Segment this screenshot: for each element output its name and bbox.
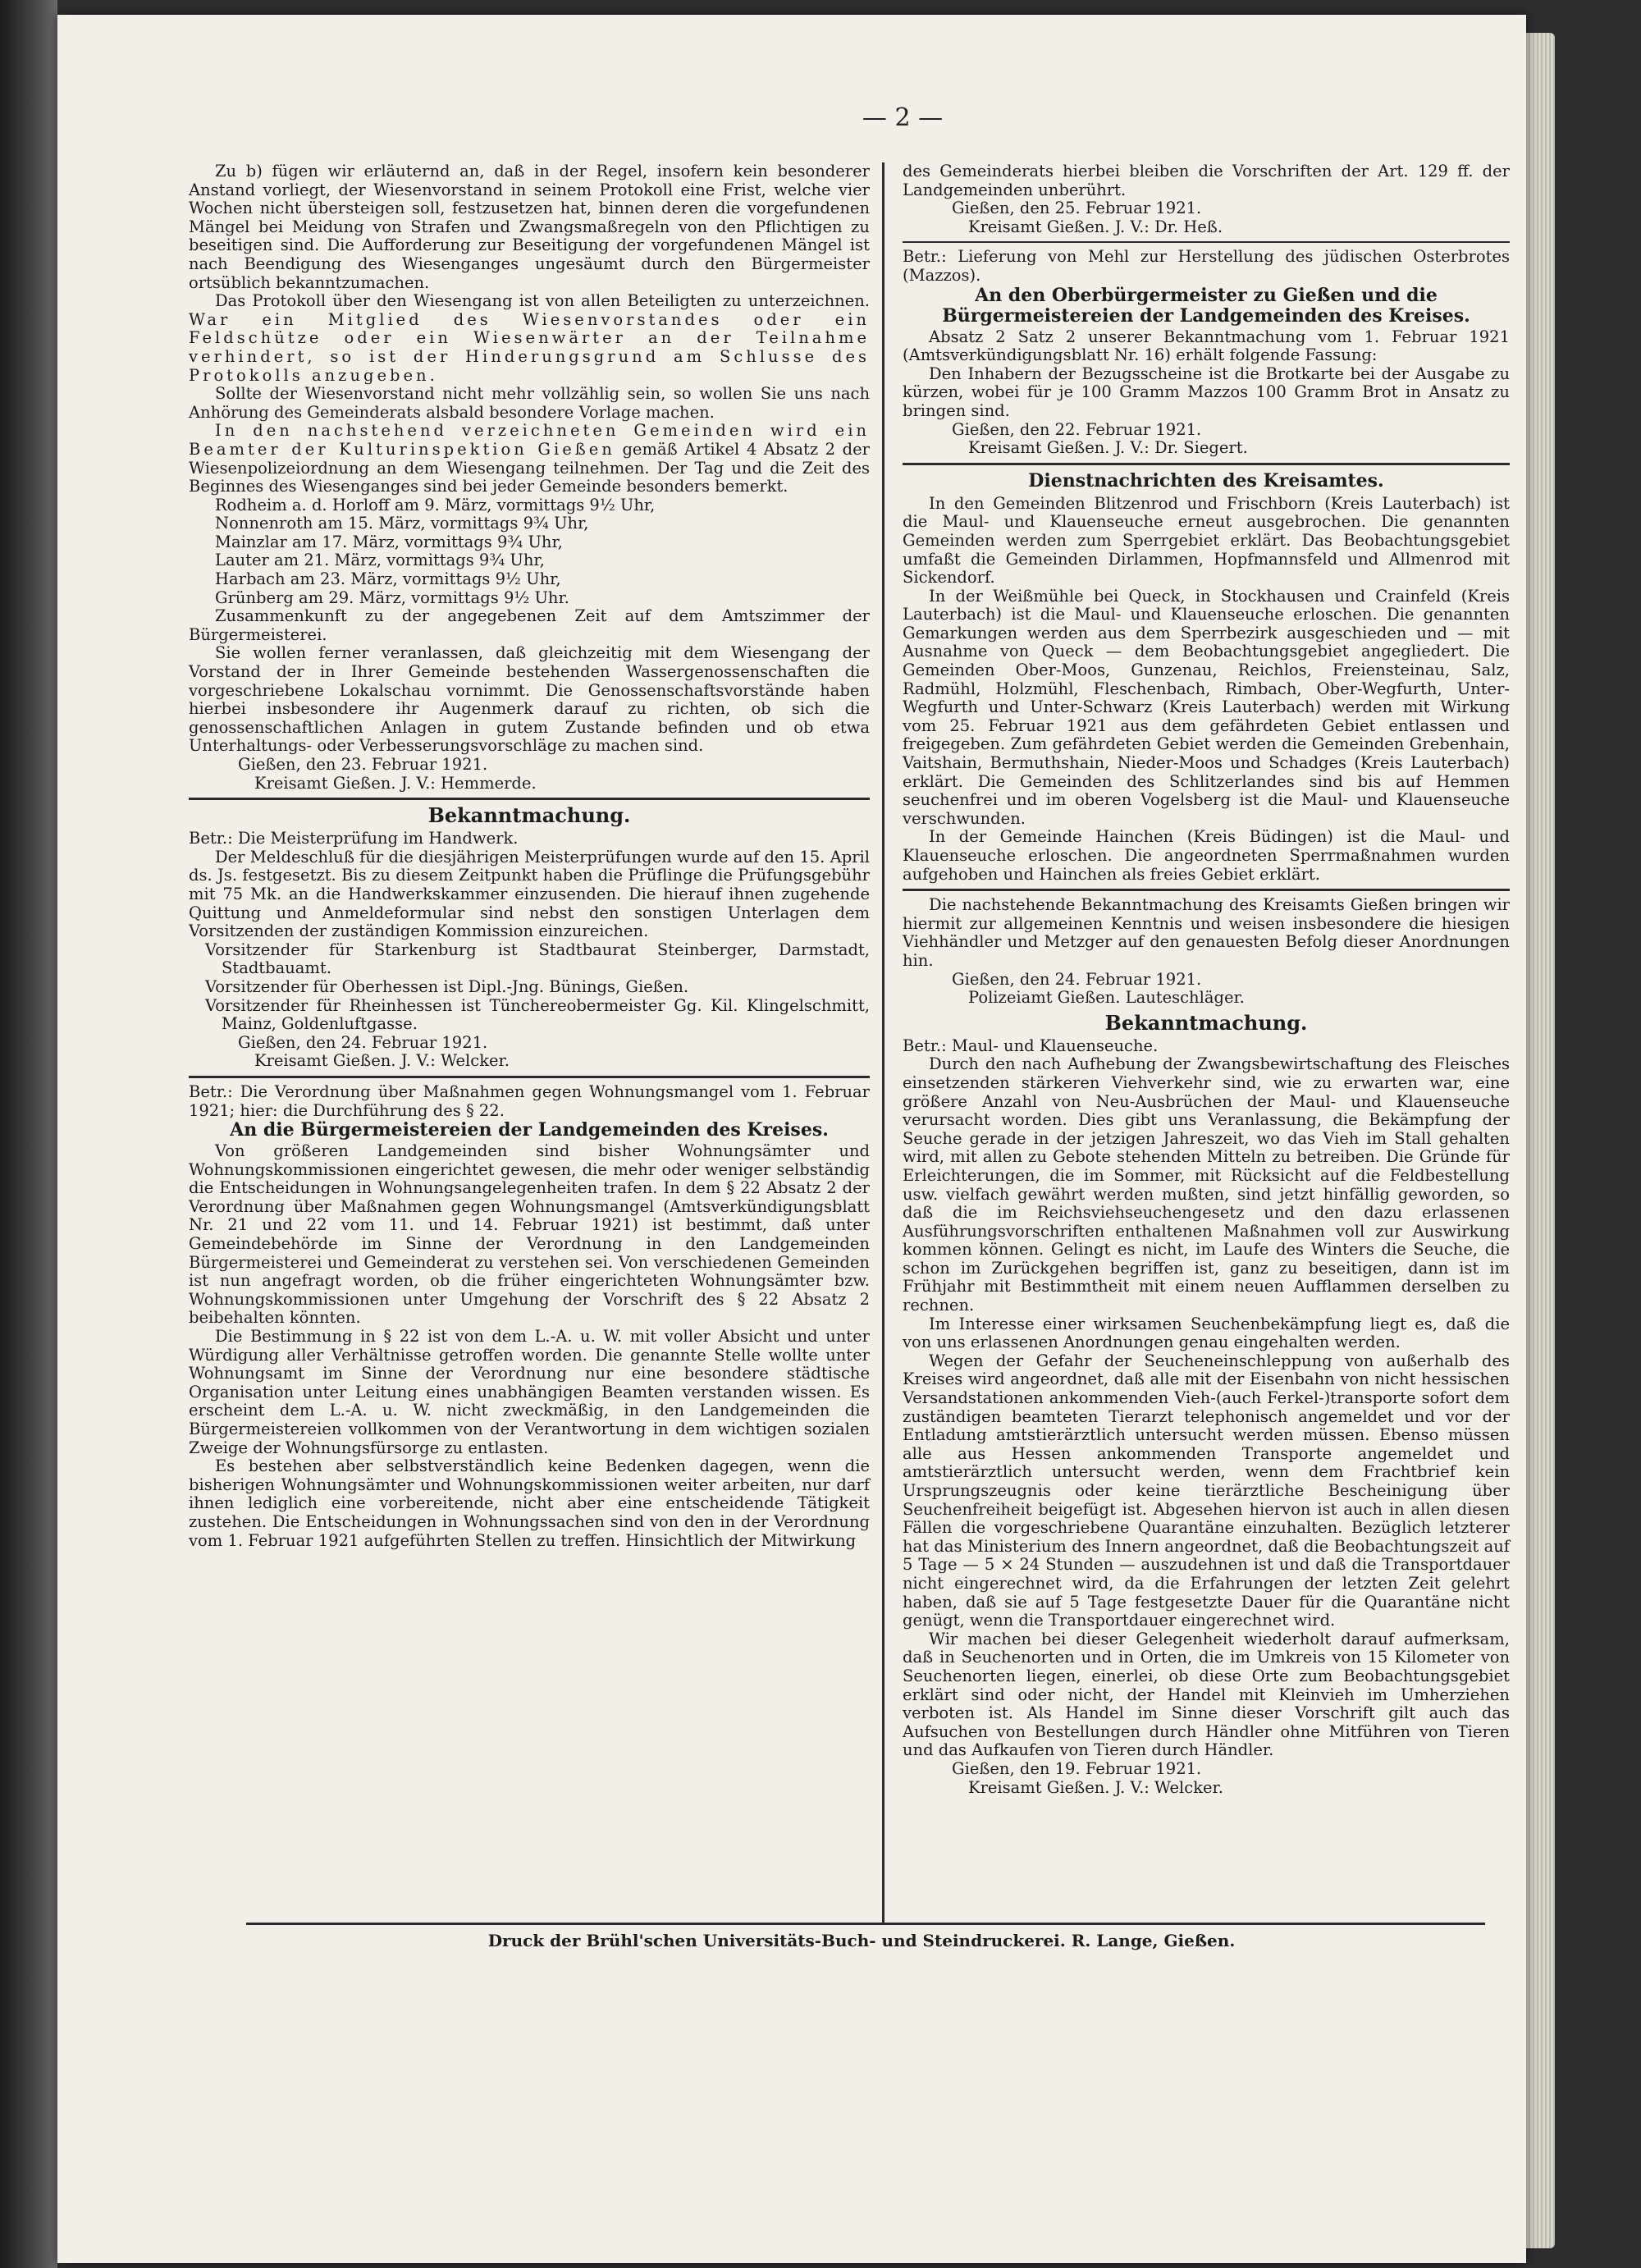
paragraph <box>189 422 870 496</box>
chair-entry: Vorsitzender für Starkenburg ist Stadtbaurat Steinberger, Darmstadt, Stadtbauamt. <box>205 940 870 978</box>
section-rule <box>903 463 1510 465</box>
paragraph: des Gemeinderats hierbei bleiben die Vorschriften der Art. 129 ff. der Landgemeinden unberührt. <box>903 162 1510 199</box>
section-heading: Dienstnachrichten des Kreisamtes. <box>1028 469 1384 492</box>
section-rule <box>189 798 870 800</box>
signature-date: Gießen, den 19. Februar 1921. <box>952 1758 1202 1778</box>
column-divider <box>882 162 884 1923</box>
paragraph: Die nachstehende Bekanntmachung des Kreisamts Gießen bringen wir hiermit zur allgemeinen Kenntnis und weisen insbesondere die hiesigen Viehhändler und Metzger auf den genauesten Befolg dieser Anordnungen hin. <box>903 895 1510 970</box>
date-entry: Nonnenroth am 15. März, vormittags 9¾ Uhr, <box>215 514 589 533</box>
spaced-text: In den nachstehend verzeichneten Gemeinden wird ein Beamter der Kulturinspektion Gießen <box>189 421 870 459</box>
paragraph: Zu b) fügen wir erläuternd an, daß in der Regel, insofern kein besonderer Anstand vorliegt, der Wiesenvorstand in seinem Protokoll eine Frist, welche vier Wochen nicht übersteigen soll, festzusetzen hat, binnen deren die vorgefundenen Mängel bei Meidung von Strafen und Zwangsmaßregeln von den Pflichtigen zu beseitigen sind. Die Aufforderung zur Beseitigung der vorgefundenen Mängel ist nach Beendigung des Wiesenganges ungesäumt durch den Bürgermeister ortsüblich bekanntzumachen. <box>189 162 870 292</box>
subject-line: Betr.: Die Verordnung über Maßnahmen gegen Wohnungsmangel vom 1. Februar 1921; hier: die Durchführung des § 22. <box>189 1081 870 1120</box>
signature-office: Kreisamt Gießen. J. V.: Welcker. <box>254 1051 510 1071</box>
signature-office: Kreisamt Gießen. J. V.: Dr. Heß. <box>968 217 1223 236</box>
date-entry: Harbach am 23. März, vormittags 9½ Uhr, <box>215 569 561 589</box>
signature-office: Polizeiamt Gießen. Lauteschläger. <box>968 988 1245 1008</box>
date-entry: Mainzlar am 17. März, vormittags 9¾ Uhr, <box>215 532 563 551</box>
paragraph: Sie wollen ferner veranlassen, daß gleichzeitig mit dem Wiesengang der Vorstand der in Ihrer Gemeinde bestehenden Wassergenossenschaften die vorgeschriebene Lokalschau vornimmt. Die Genossenschaftsvorstände haben hierbei insbesondere ihr Augenmerk darauf zu richten, ob sich die genossenschaftlichen Anlagen in gutem Zustande befinden und ob etwa Unterhaltungs- oder Verbesserungsvorschläge zu machen sind. <box>189 643 870 756</box>
newspaper-page <box>57 15 1526 2263</box>
paragraph: Der Meldeschluß für die diesjährigen Meisterprüfungen wurde auf den 15. April ds. Js. festgesetzt. Bis zu diesem Zeitpunkt haben die Prüflinge die Prüfungsgebühr mit 75 Mk. an die Handwerkskammer einzusenden. Die hierauf ihnen zugehende Quittung und Anmeldeformular sind nebst den sonstigen Unterlagen dem Vorsitzenden der zuständigen Kommission einzureichen. <box>189 847 870 941</box>
paragraph: Die Bestimmung in § 22 ist von dem L.-A. u. W. mit voller Absicht und unter Würdigung aller Verhältnisse getroffen worden. Die genannte Stelle wollte unter Wohnungsamt im Sinne der Verordnung nur eine besondere städtische Organisation unter Leitung eines unabhängigen Beamten verstanden wissen. Es erscheint dem L.-A. u. W. nicht zweckmäßig, in den Landgemeinden die Bürgermeistereien vollkommen von der Verantwortung in dem wichtigen sozialen Zweige der Wohnungsfürsorge zu entlasten. <box>189 1327 870 1457</box>
signature-office: Kreisamt Gießen. J. V.: Dr. Siegert. <box>968 438 1248 458</box>
section-heading: Bekanntmachung. <box>1104 1010 1308 1035</box>
paragraph: Wegen der Gefahr der Seucheneinschleppung von außerhalb des Kreises wird angeordnet, daß alle mit der Eisenbahn von nicht hessischen Versandstationen ankommenden Vieh-(auch Ferkel-)transporte sofort dem zuständigen beamteten Tierarzt telephonisch angemeldet und vor der Entladung amtstierärztlich untersucht werden müssen. Ebenso müssen alle aus Hessen ankommenden Transporte angemeldet und amtstierärztlich untersucht werden, wenn dem Frachtbrief kein Ursprungszeugnis oder keine tierärztliche Bescheinigung über Seuchenfreiheit beigefügt ist. Abgesehen hiervon ist auch in allen diesen Fällen die vorgeschriebene Quarantäne einzuhalten. Bezüglich letzterer hat das Ministerium des Innern angeordnet, daß die Beobachtungszeit auf 5 Tage — 5 × 24 Stunden — auszudehnen ist und daß die Transportdauer nicht eingerechnet wird, da die Erfahrungen der letzten Zeit gelehrt haben, daß sie auf 5 Tage festgesetzte Dauer für die Quarantäne nicht genügt, wenn die Transportdauer eingerechnet wird. <box>903 1351 1510 1630</box>
spaced-text: War ein Mitglied des Wiesenvorstandes oder ein Feldschütze oder ein Wiesenwärter an der Teilnahme verhindert, so ist der Hinderungsgrund am Schlusse des Protokolls anzugeben. <box>189 309 870 385</box>
book-spine-edge <box>0 0 57 2268</box>
paragraph: Von größeren Landgemeinden sind bisher Wohnungsämter und Wohnungskommissionen eingerichtet gewesen, die mehr oder weniger selbständig die Entscheidungen in Wohnungsangelegenheiten trafen. In dem § 22 Absatz 2 der Verordnung über Maßnahmen gegen Wohnungsmangel (Amtsverkündigungsblatt Nr. 21 und 22 vom 11. und 14. Februar 1921) ist bestimmt, daß unter Gemeindebehörde im Sinne der Verordnung in den Landgemeinden Bürgermeisterei und Gemeinderat zu verstehen sei. Von verschiedenen Gemeinden ist nun angefragt worden, ob die früher eingerichteten Wohnungsämter bzw. Wohnungskommissionen unter Umgehung der Vorschrift des § 22 Absatz 2 beibehalten könnten. <box>189 1141 870 1328</box>
paragraph <box>189 292 870 385</box>
printer-imprint: Druck der Brühl'schen Universitäts-Buch- und Steindruckerei. R. Lange, Gießen. <box>487 1931 1236 1950</box>
paragraph: Sollte der Wiesenvorstand nicht mehr vollzählig sein, so wollen Sie uns nach Anhörung des Gemeinderats alsbald besondere Vorlage machen. <box>189 384 870 422</box>
paragraph-text: gemäß Artikel 4 Absatz 2 der Wiesenpolizeiordnung an dem Wiesengang teilnehmen. Der Tag und die Zeit des Beginnes des Wiesenganges sind bei jeder Gemeinde besonders bemerkt. <box>189 439 870 496</box>
signature-office: Kreisamt Gießen. J. V.: Welcker. <box>968 1777 1223 1797</box>
section-rule <box>189 1076 870 1078</box>
chair-entry: Vorsitzender für Rheinhessen ist Tünchereobermeister Gg. Kil. Klingelschmitt, Mainz, Goldenluftgasse. <box>205 995 870 1034</box>
paragraph: In der Gemeinde Hainchen (Kreis Büdingen) ist die Maul- und Klauenseuche erloschen. Die angeordneten Sperrmaßnahmen wurden aufgehoben und Hainchen als freies Gebiet erklärt. <box>903 827 1510 884</box>
paragraph-text: Das Protokoll über den Wiesengang ist von allen Beteiligten zu unterzeichnen. <box>215 291 870 311</box>
paragraph: Es bestehen aber selbstverständlich keine Bedenken dagegen, wenn die bisherigen Wohnungsämter und Wohnungskommissionen weiter arbeiten, nur darf ihnen lediglich eine vorbereitende, nicht aber eine entscheidende Tätigkeit zustehen. Die Entscheidungen in Wohnungssachen sind von den in der Verordnung vom 1. Februar 1921 aufgeführten Stellen zu treffen. Hinsichtlich der Mitwirkung <box>189 1456 870 1550</box>
section-rule <box>903 889 1510 891</box>
subject-line: Betr.: Die Meisterprüfung im Handwerk. <box>189 829 519 848</box>
paragraph: In den Gemeinden Blitzenrod und Frischborn (Kreis Lauterbach) ist die Maul- und Klauenseuche erneut ausgebrochen. Die genannten Gemeinden werden zum Sperrgebiet erklärt. Das Beobachtungsgebiet umfaßt die Gemeinden Dirlammen, Hopfmannsfeld und Allmenrod mit Sickendorf. <box>903 493 1510 588</box>
signature-date: Gießen, den 22. Februar 1921. <box>952 419 1202 439</box>
paragraph: Wir machen bei dieser Gelegenheit wiederholt darauf aufmerksam, daß in Seuchenorten und in Orten, die im Umkreis von 15 Kilometer von Seuchenorten liegen, einerlei, ob diese Orte zum Beobachtungsgebiet erklärt sind oder nicht, der Handel mit Kleinvieh im Umherziehen verboten ist. Als Handel im Sinne dieser Vorschrift gilt auch das Aufsuchen von Bestellungen durch Händler ohne Mitführen von Tieren und das Aufkaufen von Tieren durch Händler. <box>903 1629 1510 1760</box>
page-number: — 2 — <box>862 103 944 132</box>
paragraph: Im Interesse einer wirksamen Seuchenbekämpfung liegt es, daß die von uns erlassenen Anordnungen genau eingehalten werden. <box>903 1314 1510 1352</box>
signature-office: Kreisamt Gießen. J. V.: Hemmerde. <box>254 773 537 793</box>
paragraph: Den Inhabern der Bezugsscheine ist die Brotkarte bei der Ausgabe zu kürzen, wobei für je 100 Gramm Mazzos 100 Gramm Brot in Ansatz zu bringen sind. <box>903 364 1510 420</box>
footer-rule <box>246 1923 1485 1925</box>
signature-date: Gießen, den 25. Februar 1921. <box>952 199 1202 218</box>
signature-date: Gießen, den 24. Februar 1921. <box>238 1032 488 1052</box>
subject-line: Betr.: Maul- und Klauenseuche. <box>903 1036 1159 1055</box>
right-column <box>903 162 1510 1797</box>
subject-line: Betr.: Lieferung von Mehl zur Herstellung des jüdischen Osterbrotes (Mazzos). <box>903 247 1510 285</box>
date-entry: Lauter am 21. März, vormittags 9¾ Uhr, <box>215 551 545 570</box>
section-rule <box>903 241 1510 243</box>
section-heading: An die Bürgermeistereien der Landgemeinden des Kreises. <box>230 1119 829 1141</box>
date-entry: Rodheim a. d. Horloff am 9. März, vormittags 9½ Uhr, <box>215 495 656 514</box>
signature-date: Gießen, den 23. Februar 1921. <box>238 755 488 774</box>
paragraph: Durch den nach Aufhebung der Zwangsbewirtschaftung des Fleisches einsetzenden stärkeren Viehverkehr sind, wie zu erwarten war, eine größere Anzahl von Neu-Ausbrüchen der Maul- und Klauenseuche verursacht worden. Dies gibt uns Veranlassung, die Bekämpfung der Seuche gerade in der jetzigen Jahreszeit, wo das Vieh im Stall gehalten wird, mit allen zu Gebote stehenden Mitteln zu betreiben. Die Gründe für Erleichterungen, die im Sommer, mit Rücksicht auf die Feldbestellung usw. vielfach gewährt werden mußten, sind jetzt hinfällig geworden, so daß die im Reichsviehseuchengesetz und den dazu erlassenen Ausführungsvorschriften enthaltenen Maßnahmen voll zur Auswirkung kommen können. Gelingt es nicht, im Laufe des Winters die Seuche, die schon im Zurückgehen begriffen ist, ganz zu beseitigen, dann ist im Frühjahr mit Bestimmtheit mit einem neuen Aufflammen derselben zu rechnen. <box>903 1054 1510 1315</box>
signature-date: Gießen, den 24. Februar 1921. <box>952 969 1202 989</box>
paragraph: Zusammenkunft zu der angegebenen Zeit auf dem Amtszimmer der Bürgermeisterei. <box>189 606 870 644</box>
section-heading: An den Oberbürgermeister zu Gießen und die Bürgermeistereien der Landgemeinden des Kreises. <box>942 284 1470 327</box>
chair-entry: Vorsitzender für Oberhessen ist Dipl.-Jng. Bünings, Gießen. <box>205 976 689 996</box>
date-entry: Grünberg am 29. März, vormittags 9½ Uhr. <box>215 588 569 607</box>
paragraph: Absatz 2 Satz 2 unserer Bekanntmachung vom 1. Februar 1921 (Amtsverkündigungsblatt Nr. 16) erhält folgende Fassung: <box>903 327 1510 365</box>
section-heading: Bekanntmachung. <box>427 803 631 828</box>
paragraph: In der Weißmühle bei Queck, in Stockhausen und Crainfeld (Kreis Lauterbach) ist die Maul- und Klauenseuche erloschen. Die genannten Gemarkungen werden aus dem Sperrbezirk ausgeschieden und — mit Ausnahme von Queck — dem Beobachtungsgebiet angegliedert. Die Gemeinden Ober-Moos, Gunzenau, Reichlos, Freiensteinau, Salz, Radmühl, Holzmühl, Fleschenbach, Rimbach, Ober-Wegfurth, Unter-Wegfurth und Unter-Schwarz (Kreis Lauterbach) werden mit Wirkung vom 25. Februar 1921 aus dem gefährdeten Gebiet entlassen und freigegeben. Zum gefährdeten Gebiet werden die Gemeinden Grebenhain, Vaitshain, Bermuthshain, Nieder-Moos und Schadges (Kreis Lauterbach) erklärt. Die Gemeinden des Schlitzerlandes sind bis auf Hemmen seuchenfrei und im oberen Vogelsberg ist die Maul- und Klauenseuche verschwunden. <box>903 586 1510 828</box>
left-column <box>189 162 870 1550</box>
